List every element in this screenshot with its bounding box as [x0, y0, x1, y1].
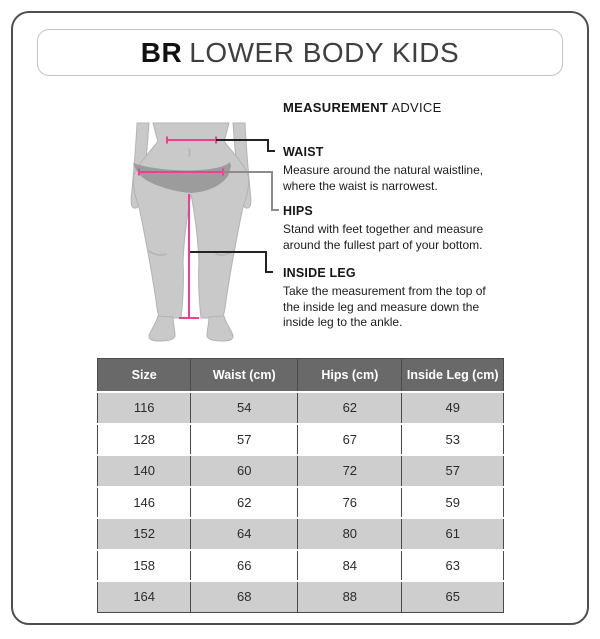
advice-heading-bold: MEASUREMENT — [283, 100, 389, 115]
advice-inside-leg-text: Take the measurement from the top of — [283, 284, 486, 298]
table-cell: 65 — [402, 581, 504, 612]
table-cell: 63 — [402, 550, 504, 582]
table-row — [98, 581, 504, 612]
table-cell: 152 — [98, 518, 191, 550]
table-cell: 57 — [402, 455, 504, 487]
table-cell: 61 — [402, 518, 504, 550]
advice-hips — [283, 204, 483, 253]
table-cell: 57 — [191, 424, 298, 456]
advice-waist-text: where the waist is narrowest. — [283, 178, 438, 193]
advice-inside-leg-text: the inside leg and measure down the — [283, 299, 480, 314]
table-cell: 53 — [402, 424, 504, 456]
advice-waist-label: WAIST — [283, 145, 324, 159]
table-cell: 158 — [98, 550, 191, 582]
advice-hips-label: HIPS — [283, 204, 313, 218]
advice-hips-text: Stand with feet together and measure — [283, 222, 484, 236]
advice-inside-leg-label: INSIDE LEG — [283, 266, 356, 280]
table-cell: 128 — [98, 424, 191, 456]
table-cell: 60 — [191, 455, 298, 487]
advice-inside-leg-text: inside leg to the ankle. — [283, 315, 403, 329]
table-cell: 59 — [402, 487, 504, 519]
page-title-brand: BR — [140, 36, 183, 68]
table-row — [98, 518, 504, 550]
title-box — [37, 29, 563, 76]
table-cell: 68 — [191, 581, 298, 612]
table-cell: 49 — [402, 392, 504, 424]
page-title: LOWER BODY KIDS — [189, 36, 460, 68]
table-cell: 62 — [298, 392, 402, 424]
advice-heading-rest: ADVICE — [391, 100, 442, 115]
advice-hips-text: around the fullest part of your bottom. — [283, 237, 483, 252]
table-cell: 64 — [191, 518, 298, 550]
table-cell: 116 — [98, 392, 191, 424]
table-cell: 54 — [191, 392, 298, 424]
table-cell: 72 — [298, 455, 402, 487]
advice-waist — [283, 145, 483, 194]
table-cell: 80 — [298, 518, 402, 550]
col-header-inside-leg: Inside Leg (cm) — [402, 359, 504, 393]
advice-waist-text: Measure around the natural waistline, — [283, 163, 484, 177]
table-cell: 140 — [98, 455, 191, 487]
table-cell: 76 — [298, 487, 402, 519]
table-row — [98, 424, 504, 456]
table-row — [98, 487, 504, 519]
table-row — [98, 392, 504, 424]
table-cell: 88 — [298, 581, 402, 612]
advice-heading — [283, 100, 442, 115]
table-cell: 62 — [191, 487, 298, 519]
col-header-waist: Waist (cm) — [191, 359, 298, 393]
table-header-row — [98, 359, 504, 393]
advice-inside-leg — [283, 266, 486, 331]
table-cell: 146 — [98, 487, 191, 519]
table-cell: 67 — [298, 424, 402, 456]
size-table — [97, 358, 504, 613]
table-row — [98, 455, 504, 487]
col-header-hips: Hips (cm) — [298, 359, 402, 393]
table-cell: 164 — [98, 581, 191, 612]
table-row — [98, 550, 504, 582]
table-cell: 66 — [191, 550, 298, 582]
col-header-size: Size — [98, 359, 191, 393]
table-cell: 84 — [298, 550, 402, 582]
